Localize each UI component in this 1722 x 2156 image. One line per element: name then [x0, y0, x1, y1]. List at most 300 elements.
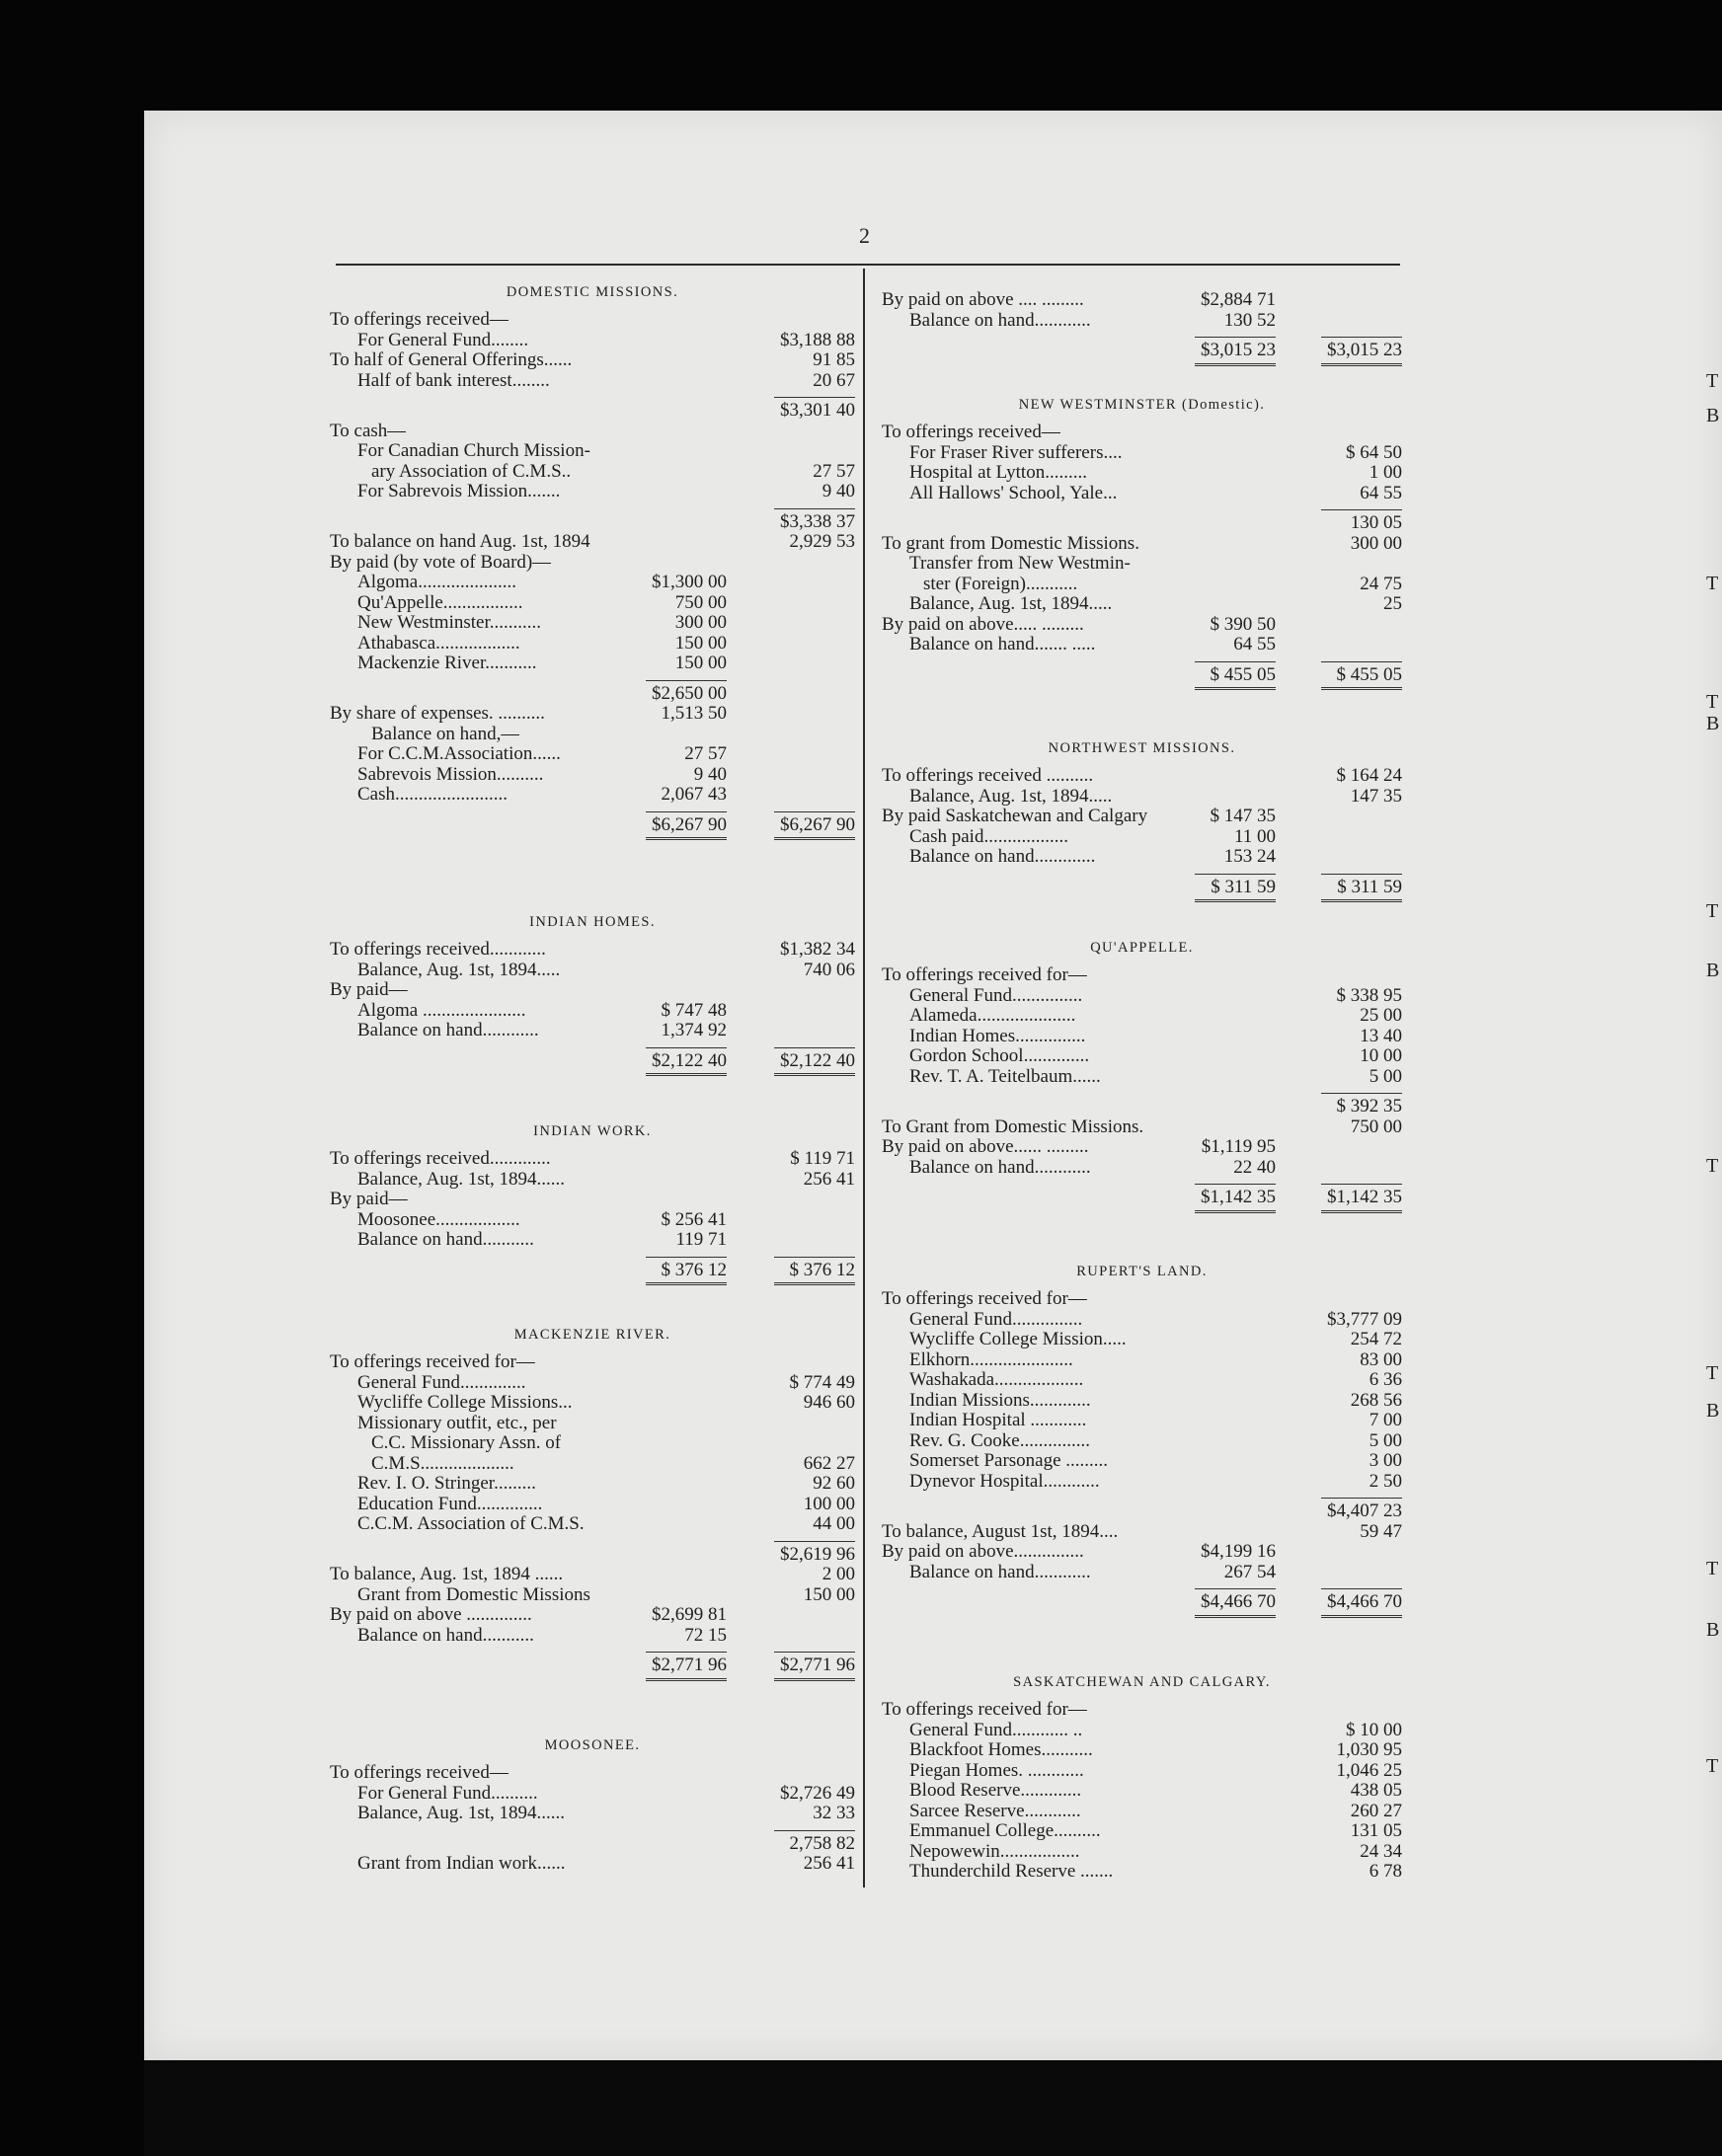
inner-amount: $ 256 41: [661, 1208, 727, 1230]
ledger-row: [0, 784, 1722, 808]
cut-off-text: T: [1706, 900, 1719, 922]
outer-amount: 147 35: [1350, 785, 1402, 807]
entry-label: Indian Homes...............: [909, 1026, 1086, 1046]
inner-amount: $1,300 00: [652, 572, 727, 592]
entry-label: Balance on hand.............: [909, 847, 1096, 867]
cut-off-text: T: [1706, 573, 1719, 594]
ledger-row: [0, 1411, 1722, 1431]
entry-label: General Fund...............: [909, 985, 1083, 1006]
ledger-row: [0, 1391, 1722, 1412]
entry-label: To offerings received............: [330, 940, 546, 960]
inner-amount: $3,015 23: [1201, 340, 1276, 360]
section-heading: QU'APPELLE.: [1090, 940, 1194, 956]
entry-label: Thunderchild Reserve .......: [909, 1862, 1114, 1882]
entry-label: To cash—: [330, 421, 407, 441]
cut-off-text: T: [1706, 691, 1719, 713]
total-rule: [774, 1652, 855, 1653]
ledger-row: [0, 1740, 1722, 1761]
outer-amount: $2,122 40: [780, 1049, 855, 1071]
entry-label: By paid—: [330, 1190, 408, 1209]
entry-label: Cash paid..................: [909, 826, 1068, 847]
entry-label: Balance on hand....... .....: [909, 635, 1096, 654]
inner-amount: 2,067 43: [661, 784, 727, 805]
inner-amount: 119 71: [675, 1229, 727, 1250]
entry-label: To offerings received for—: [882, 965, 1087, 985]
ledger-row: [0, 763, 1722, 787]
double-rule: [774, 1678, 855, 1681]
inner-amount: 750 00: [674, 591, 727, 613]
ledger-row: [0, 510, 1722, 534]
entry-label: To grant from Domestic Missions.: [882, 533, 1139, 554]
entry-label: Rev. G. Cooke...............: [909, 1430, 1090, 1451]
ledger-row: [0, 632, 1722, 655]
cut-off-text: B: [1706, 960, 1720, 981]
inner-amount: $4,466 70: [1201, 1591, 1276, 1612]
ledger-row: [0, 341, 1722, 361]
ledger-row: [0, 744, 1722, 765]
ledger-row: [0, 1230, 1722, 1251]
ledger-row: [0, 1592, 1722, 1613]
entry-label: By paid on above ..............: [330, 1605, 532, 1625]
entry-label: To offerings received.............: [330, 1149, 551, 1169]
outer-amount: 44 00: [813, 1513, 855, 1534]
double-rule: [646, 1282, 727, 1285]
entry-label: Grant from Indian work......: [357, 1854, 566, 1874]
cut-off-text: B: [1706, 1400, 1720, 1422]
ledger-row: [0, 1656, 1722, 1676]
inner-amount: $ 390 50: [1210, 613, 1276, 635]
entry-label: Somerset Parsonage .........: [909, 1451, 1109, 1471]
entry-label: Balance, Aug. 1st, 1894.....: [357, 960, 561, 980]
total-rule: [1195, 661, 1276, 662]
outer-amount: 130 05: [1350, 512, 1402, 533]
entry-label: Piegan Homes. ............: [909, 1760, 1084, 1781]
outer-amount: 20 67: [813, 369, 855, 391]
scan-border: [144, 2060, 1722, 2156]
entry-label: Balance, Aug. 1st, 1894.....: [909, 594, 1113, 614]
entry-label: Nepowewin.................: [909, 1841, 1080, 1862]
entry-label: Blackfoot Homes...........: [909, 1740, 1093, 1760]
total-rule: [1321, 1498, 1402, 1499]
outer-amount: 254 72: [1350, 1329, 1402, 1349]
inner-amount: $ 311 59: [1211, 876, 1276, 897]
entry-label: Balance on hand............: [357, 1021, 539, 1040]
inner-amount: 9 40: [693, 763, 727, 785]
ledger-row: [0, 807, 1722, 827]
cut-off-text: T: [1706, 370, 1719, 392]
ledger-row: [0, 940, 1722, 961]
inner-amount: 64 55: [1233, 634, 1276, 654]
outer-amount: $3,777 09: [1327, 1308, 1402, 1330]
inner-amount: 130 52: [1223, 309, 1276, 331]
double-rule: [1195, 1615, 1276, 1618]
entry-label: General Fund...............: [909, 1309, 1083, 1330]
double-rule: [1321, 687, 1402, 690]
entry-label: All Hallows' School, Yale...: [909, 483, 1118, 503]
inner-amount: 267 54: [1223, 1561, 1276, 1582]
entry-label: For C.C.M.Association......: [357, 744, 561, 764]
outer-amount: $ 376 12: [789, 1259, 855, 1280]
outer-amount: 100 00: [803, 1493, 855, 1514]
entry-label: To half of General Offerings......: [330, 350, 573, 370]
entry-label: Elkhorn......................: [909, 1349, 1073, 1370]
outer-amount: 2,929 53: [789, 531, 855, 552]
inner-amount: 72 15: [684, 1624, 727, 1646]
outer-amount: 1,030 95: [1336, 1739, 1402, 1760]
ledger-row: [0, 965, 1722, 986]
ledger-row: [0, 290, 1722, 311]
inner-amount: 150 00: [674, 653, 727, 673]
ledger-row: [0, 371, 1722, 392]
outer-amount: 3 00: [1369, 1450, 1402, 1471]
total-rule: [774, 1257, 855, 1258]
ledger-row: [0, 1097, 1722, 1117]
entry-label: Balance, Aug. 1st, 1894......: [357, 1169, 566, 1190]
entry-label: General Fund..............: [357, 1372, 526, 1393]
outer-amount: 131 05: [1350, 1820, 1402, 1841]
entry-label: To offerings received for—: [330, 1352, 535, 1372]
outer-amount: 2,758 82: [789, 1832, 855, 1854]
inner-amount: $4,199 16: [1201, 1541, 1276, 1562]
entry-label: By paid—: [330, 980, 408, 1000]
ledger-row: [0, 572, 1722, 595]
outer-amount: 24 34: [1360, 1840, 1402, 1862]
entry-label: Half of bank interest........: [357, 370, 550, 391]
outer-amount: 268 56: [1350, 1389, 1402, 1411]
outer-amount: $1,142 35: [1327, 1187, 1402, 1207]
entry-label: Balance, Aug. 1st, 1894......: [357, 1804, 566, 1823]
inner-amount: $2,771 96: [652, 1655, 727, 1675]
ledger-row: [0, 423, 1722, 443]
double-rule: [1321, 899, 1402, 902]
ledger-row: [0, 1563, 1722, 1583]
inner-amount: $2,650 00: [652, 682, 727, 704]
double-rule: [1195, 363, 1276, 366]
section-heading: INDIAN HOMES.: [529, 914, 656, 930]
ledger-row: [0, 1006, 1722, 1027]
entry-label: Grant from Domestic Missions: [357, 1584, 590, 1605]
outer-amount: 662 27: [803, 1452, 855, 1474]
total-rule: [646, 1652, 727, 1653]
outer-amount: 438 05: [1350, 1780, 1402, 1801]
ledger-row: [0, 460, 1722, 484]
entry-label: ary Association of C.M.S..: [371, 461, 572, 482]
double-rule: [1195, 687, 1276, 690]
page-number: 2: [859, 223, 870, 248]
outer-amount: 25 00: [1360, 1005, 1402, 1026]
entry-label: Balance on hand,—: [371, 724, 520, 744]
inner-amount: $1,142 35: [1201, 1187, 1276, 1207]
section-heading: NORTHWEST MISSIONS.: [1048, 740, 1236, 756]
entry-label: For General Fund........: [357, 330, 529, 350]
entry-label: To offerings received—: [882, 423, 1060, 442]
ledger-row: [0, 1842, 1722, 1863]
ledger-row: [0, 1310, 1722, 1331]
ledger-row: [0, 665, 1722, 686]
outer-amount: $3,301 40: [780, 400, 855, 421]
outer-amount: $4,407 23: [1327, 1501, 1402, 1521]
entry-label: Algoma.....................: [357, 573, 516, 592]
entry-label: Balance on hand............: [909, 310, 1091, 331]
ledger-row: [0, 1289, 1722, 1310]
ledger-row: [0, 1067, 1722, 1088]
total-rule: [1195, 1588, 1276, 1589]
cut-off-text: B: [1706, 1619, 1720, 1641]
entry-label: For Sabrevois Mission.......: [357, 482, 561, 501]
entry-label: Wycliffe College Missions...: [357, 1393, 573, 1413]
outer-amount: 256 41: [803, 1168, 855, 1190]
total-rule: [1195, 337, 1276, 338]
entry-label: Qu'Appelle.................: [357, 592, 523, 613]
outer-amount: $ 119 71: [790, 1148, 855, 1169]
entry-label: ster (Foreign)...........: [923, 574, 1078, 594]
outer-amount: 91 85: [813, 349, 855, 370]
ledger-row: [0, 847, 1722, 868]
total-rule: [646, 1257, 727, 1258]
ledger-row: [0, 1626, 1722, 1647]
outer-amount: $ 455 05: [1336, 663, 1402, 685]
inner-amount: 153 24: [1223, 846, 1276, 867]
outer-amount: $ 64 50: [1346, 441, 1402, 463]
inner-amount: 150 00: [674, 632, 727, 654]
outer-amount: $3,015 23: [1327, 340, 1402, 360]
entry-label: Dynevor Hospital............: [909, 1471, 1100, 1492]
entry-label: To offerings received for—: [882, 1289, 1087, 1309]
entry-label: Balance, Aug. 1st, 1894.....: [909, 786, 1113, 807]
outer-amount: 1 00: [1369, 462, 1402, 483]
entry-label: To balance, August 1st, 1894....: [882, 1521, 1119, 1542]
double-rule: [1321, 1210, 1402, 1213]
outer-amount: 6 36: [1369, 1369, 1402, 1390]
inner-amount: 1,513 50: [661, 703, 727, 724]
entry-label: By paid on above...............: [882, 1542, 1084, 1562]
inner-amount: $ 147 35: [1210, 806, 1276, 826]
entry-label: Cash........................: [357, 785, 508, 805]
ledger-row: [0, 554, 1722, 575]
ledger-row: [0, 531, 1722, 555]
entry-label: For Canadian Church Mission-: [357, 441, 590, 461]
outer-amount: 6 78: [1369, 1861, 1402, 1882]
entry-label: Athabasca..................: [357, 633, 520, 654]
section-heading: DOMESTIC MISSIONS.: [506, 284, 679, 300]
cut-off-text: T: [1706, 1155, 1719, 1177]
ledger-row: [0, 612, 1722, 636]
ledger-row: [0, 1451, 1722, 1472]
outer-amount: $2,619 96: [780, 1543, 855, 1565]
entry-label: By paid on above..... .........: [882, 614, 1084, 635]
double-rule: [1321, 1615, 1402, 1618]
section-heading: MOOSONEE.: [544, 1737, 641, 1753]
entry-label: Indian Missions.............: [909, 1390, 1091, 1411]
outer-amount: $3,338 37: [780, 510, 855, 532]
ledger-row: [0, 725, 1722, 745]
inner-amount: 1,374 92: [661, 1020, 727, 1040]
total-rule: [1321, 874, 1402, 875]
ledger-row: [0, 1261, 1722, 1281]
cut-off-text: T: [1706, 1558, 1719, 1579]
ledger-row: [0, 704, 1722, 725]
inner-amount: $ 747 48: [661, 999, 727, 1021]
outer-amount: 24 75: [1360, 573, 1402, 594]
total-rule: [1321, 661, 1402, 662]
cut-off-text: T: [1706, 1755, 1719, 1777]
ledger-row: [0, 684, 1722, 705]
total-rule: [774, 397, 855, 398]
outer-amount: $ 338 95: [1336, 984, 1402, 1006]
ledger-row: [0, 1802, 1722, 1822]
ledger-row: [0, 1472, 1722, 1493]
inner-amount: 300 00: [674, 612, 727, 633]
entry-label: Blood Reserve.............: [909, 1781, 1082, 1801]
ledger-row: [0, 878, 1722, 898]
double-rule: [646, 1678, 727, 1681]
ledger-row: [0, 1137, 1722, 1158]
cut-off-text: T: [1706, 1362, 1719, 1384]
ledger-row: [0, 1027, 1722, 1047]
total-rule: [1321, 1093, 1402, 1094]
entry-label: To Grant from Domestic Missions.: [882, 1116, 1144, 1137]
outer-amount: 10 00: [1360, 1045, 1402, 1066]
double-rule: [1195, 1210, 1276, 1213]
outer-amount: $ 164 24: [1336, 765, 1402, 786]
outer-amount: 5 00: [1369, 1429, 1402, 1451]
ledger-row: [0, 443, 1722, 464]
outer-amount: 2 00: [822, 1564, 855, 1584]
ledger-row: [0, 1700, 1722, 1721]
outer-amount: 25: [1383, 593, 1402, 614]
entry-label: To balance on hand Aug. 1st, 1894: [330, 532, 590, 552]
entry-label: Balance on hand...........: [357, 1230, 534, 1250]
entry-label: Washakada...................: [909, 1370, 1084, 1390]
outer-amount: 13 40: [1360, 1025, 1402, 1046]
outer-amount: $ 311 59: [1337, 876, 1402, 897]
entry-label: Balance on hand............: [909, 1562, 1091, 1582]
ledger-row: [0, 1210, 1722, 1231]
outer-amount: $ 392 35: [1336, 1096, 1402, 1116]
outer-amount: 9 40: [822, 481, 855, 501]
entry-label: Hospital at Lytton.........: [909, 463, 1087, 483]
entry-label: Gordon School..............: [909, 1046, 1090, 1066]
inner-amount: $1,119 95: [1201, 1136, 1276, 1157]
total-rule: [774, 508, 855, 509]
ledger-row: [0, 1862, 1722, 1883]
inner-amount: $ 376 12: [661, 1259, 727, 1280]
ledger-row: [0, 986, 1722, 1007]
inner-amount: $2,122 40: [652, 1049, 727, 1071]
outer-amount: 83 00: [1360, 1348, 1402, 1370]
section-heading: SASKATCHEWAN AND CALGARY.: [1013, 1674, 1271, 1690]
outer-amount: 946 60: [803, 1392, 855, 1413]
outer-amount: 260 27: [1350, 1800, 1402, 1821]
entry-label: By share of expenses. ..........: [330, 704, 545, 724]
ledger-row: [0, 1781, 1722, 1802]
total-rule: [1321, 1184, 1402, 1185]
outer-amount: $6,267 90: [780, 813, 855, 835]
ledger-row: [0, 311, 1722, 332]
entry-label: Education Fund..............: [357, 1494, 543, 1514]
section-heading: NEW WESTMINSTER (Domestic).: [1018, 397, 1266, 413]
inner-amount: $2,699 81: [652, 1604, 727, 1625]
entry-label: Indian Hospital ............: [909, 1411, 1087, 1430]
entry-label: Wycliffe College Mission.....: [909, 1330, 1127, 1349]
outer-amount: 7 00: [1369, 1410, 1402, 1430]
entry-label: C.M.S....................: [371, 1453, 514, 1474]
ledger-row: [0, 1542, 1722, 1563]
outer-amount: 150 00: [803, 1583, 855, 1605]
entry-label: Mackenzie River...........: [357, 654, 537, 673]
entry-label: C.C.M. Association of C.M.S.: [357, 1514, 585, 1534]
entry-label: Emmanuel College..........: [909, 1821, 1101, 1841]
entry-label: Algoma ......................: [357, 1000, 526, 1021]
ledger-row: [0, 1350, 1722, 1371]
ledger-row: [0, 1502, 1722, 1522]
outer-amount: $3,188 88: [780, 329, 855, 350]
ledger-row: [0, 1761, 1722, 1782]
entry-label: By paid on above .... .........: [882, 290, 1084, 310]
outer-amount: 256 41: [803, 1853, 855, 1874]
outer-amount: $4,466 70: [1327, 1591, 1402, 1612]
ledger-row: [0, 1721, 1722, 1741]
total-rule: [1321, 509, 1402, 510]
section-heading: MACKENZIE RIVER.: [513, 1327, 671, 1343]
cut-off-text: B: [1706, 405, 1720, 426]
total-rule: [1321, 1588, 1402, 1589]
total-rule: [1195, 874, 1276, 875]
outer-amount: 5 00: [1369, 1065, 1402, 1087]
entry-label: To offerings received for—: [882, 1700, 1087, 1720]
entry-label: By paid (by vote of Board)—: [330, 552, 552, 573]
ledger-row: [0, 1046, 1722, 1067]
outer-amount: $2,726 49: [780, 1782, 855, 1804]
entry-label: By paid Saskatchewan and Calgary: [882, 807, 1148, 826]
outer-amount: 64 55: [1360, 482, 1402, 503]
entry-label: General Fund............ ..: [909, 1720, 1083, 1740]
outer-amount: 1,046 25: [1336, 1759, 1402, 1781]
section-heading: INDIAN WORK.: [533, 1123, 652, 1139]
entry-label: For General Fund..........: [357, 1783, 538, 1804]
ledger-row: [0, 1431, 1722, 1452]
entry-label: Moosonee..................: [357, 1209, 520, 1230]
ledger-row: [0, 1330, 1722, 1350]
ledger-row: [0, 1522, 1722, 1543]
ledger-row: [0, 1821, 1722, 1842]
header-rule: [336, 264, 1400, 266]
entry-label: C.C. Missionary Assn. of: [371, 1433, 562, 1453]
entry-label: New Westminster...........: [357, 613, 541, 633]
ledger-row: [0, 481, 1722, 504]
double-rule: [774, 1282, 855, 1285]
entry-label: Rev. T. A. Teitelbaum......: [909, 1066, 1101, 1087]
entry-label: To offerings received—: [330, 1763, 509, 1783]
ledger-row: [0, 1158, 1722, 1179]
double-rule: [1321, 363, 1402, 366]
ledger-row: [0, 591, 1722, 615]
outer-amount: 59 47: [1360, 1520, 1402, 1542]
ledger-row: [0, 1188, 1722, 1208]
inner-amount: 11 00: [1233, 825, 1276, 847]
entry-label: To offerings received—: [330, 310, 509, 330]
inner-amount: $ 455 05: [1210, 663, 1276, 685]
outer-amount: 300 00: [1350, 532, 1402, 554]
entry-label: Rev. I. O. Stringer.........: [357, 1474, 536, 1494]
outer-amount: 2 50: [1369, 1470, 1402, 1492]
ledger-row: [0, 401, 1722, 422]
inner-amount: 27 57: [684, 743, 727, 764]
ledger-row: [0, 1117, 1722, 1138]
cut-off-text: B: [1706, 713, 1720, 734]
outer-amount: 92 60: [813, 1473, 855, 1494]
double-rule: [1195, 899, 1276, 902]
